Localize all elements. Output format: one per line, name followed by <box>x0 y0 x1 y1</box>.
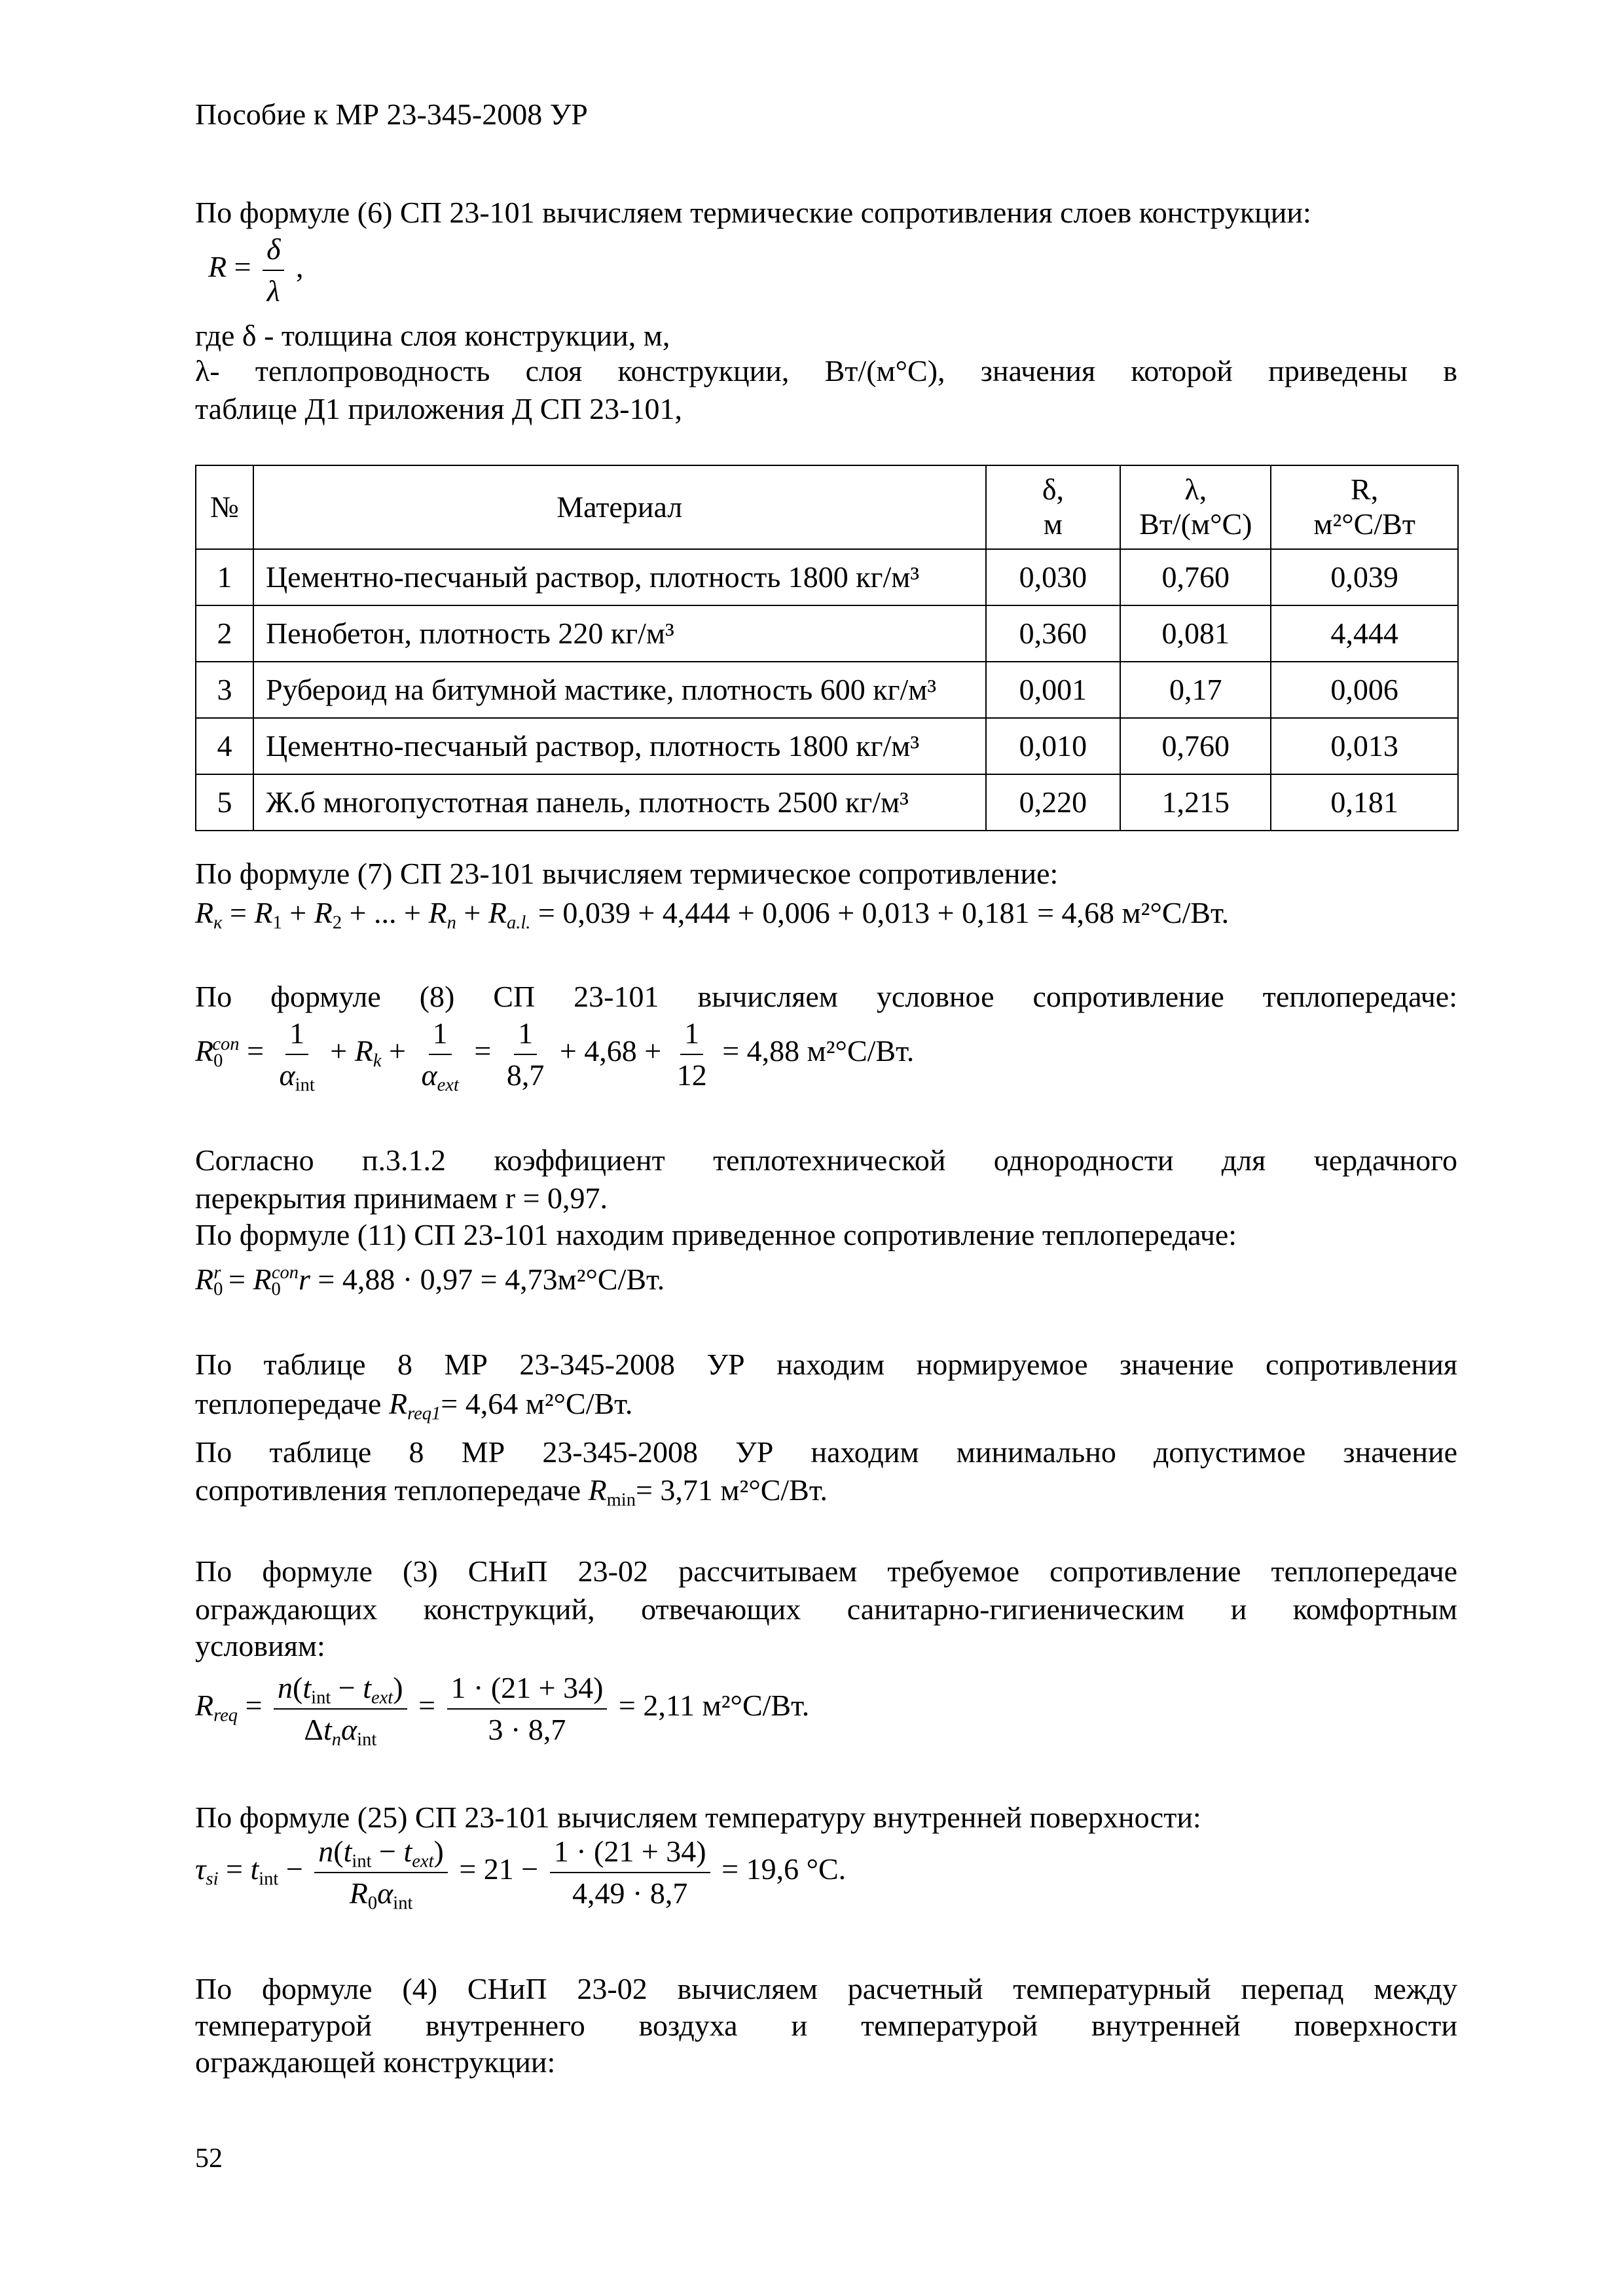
p10-line4: сопротивления теплопередаче $R_{min}= 3,71$ м²°С/Вт. <box>195 1473 828 1511</box>
formula-11-rhs: = 4,88 · 0,97 = 4,73м²°С/Вт. <box>318 1263 665 1296</box>
col-delta: δ, м <box>986 465 1121 549</box>
p10-line3: По таблице 8 МР 23-345-2008 УР находим минимально допустимое значение <box>195 1435 1457 1469</box>
formula-lhs: R <box>208 250 227 284</box>
cell-delta: 0,010 <box>986 718 1121 774</box>
cell-num: 5 <box>196 774 253 831</box>
page-header: Пособие к МР 23-345-2008 УР <box>195 98 588 131</box>
p11-line2: ограждающих конструкций, отвечающих санитарно-гигиеническим и комфортным <box>195 1592 1457 1626</box>
formula-8-mid: + 4,68 + <box>559 1034 662 1068</box>
p13-line3: ограждающей конструкции: <box>195 2045 556 2079</box>
cell-delta: 0,360 <box>986 605 1121 662</box>
lambda-line-2: таблице Д1 приложения Д СП 23-101, <box>195 392 682 425</box>
cell-material: Пенобетон, плотность 220 кг/м³ <box>253 605 986 662</box>
page-number: 52 <box>195 2144 223 2174</box>
formula-3: $R_{req}$ = $\frac{n(t_{int} - t_{ext})}{\Delta t_n\alpha_{int}}$ = $\frac{1 \cdot (21 + 34)}{3 \cdot 8,7}$ = 2,11 м²°С/Вт. <box>195 1669 809 1748</box>
p9-line1: Согласно п.3.1.2 коэффициент теплотехнической однородности для чердачного <box>195 1143 1457 1177</box>
p10-line2: теплопередаче $R_{req1}= 4,64$ м²°С/Вт. <box>195 1387 633 1424</box>
table-row <box>196 662 1458 718</box>
frac-num: 1 <box>429 1014 452 1055</box>
cell-material: Рубероид на битумной мастике, плотность 600 кг/м³ <box>253 662 986 718</box>
cell-r: 4,444 <box>1271 605 1458 662</box>
materials-table <box>195 465 1459 831</box>
cell-lambda: 1,215 <box>1120 774 1271 831</box>
cell-material: Ж.б многопустотная панель, плотность 2500 кг/м³ <box>253 774 986 831</box>
cell-material: Цементно-песчаный раствор, плотность 1800 кг/м³ <box>253 549 986 605</box>
cell-num: 2 <box>196 605 253 662</box>
formula-r-delta-lambda: R = $\frac{\delta}{\lambda}$ , <box>208 230 303 310</box>
cell-num: 3 <box>196 662 253 718</box>
p9-line2: перекрытия принимаем r = 0,97. <box>195 1181 608 1215</box>
table-row <box>196 549 1458 605</box>
table-header-row <box>196 465 1458 549</box>
formula-comma: , <box>295 250 304 284</box>
cell-num: 4 <box>196 718 253 774</box>
frac-num: 1 <box>514 1014 537 1055</box>
formula-denominator: λ <box>266 274 280 308</box>
formula-numerator: δ <box>263 230 284 271</box>
p11-line3: условиям: <box>195 1629 325 1662</box>
col-lambda: λ, Вт/(м°С) <box>1120 465 1271 549</box>
p10-line1: По таблице 8 МР 23-345-2008 УР находим нормируемое значение сопротивления <box>195 1348 1457 1381</box>
formula-11: $R_0^r = R_0^{con}r = 4,88 \cdot 0,97 = 4,73м^2^\circ С/Вт$. <box>195 1262 665 1300</box>
table-row <box>196 774 1458 831</box>
lambda-line: λ- теплопроводность слоя конструкции, Вт/(м°С), значения которой приведены в <box>195 354 1457 387</box>
table-row <box>196 718 1458 774</box>
cell-lambda: 0,081 <box>1120 605 1271 662</box>
table-row <box>196 605 1458 662</box>
formula-25-result: = 19,6 °С. <box>721 1852 847 1886</box>
cell-delta: 0,030 <box>986 549 1121 605</box>
cell-r: 0,181 <box>1271 774 1458 831</box>
where-delta-line: где δ - толщина слоя конструкции, м, <box>195 319 670 352</box>
formula-25: $\tau_{si} = t_{int}$ − $\frac{n(t_{int} - t_{ext})}{R_0\alpha_{int}}$ = 21 − $\frac{1 \cdot (21 + 34)}{4,49 \cdot 8,7}$ = 19,6 °С. <box>195 1833 846 1912</box>
p8-line: По формуле (8) СП 23-101 вычисляем условное сопротивление теплопередаче: <box>195 980 1457 1013</box>
formula-7: $R_к = R_1 + R_2$ + ... + $R_n + R_{a.l.} = 0,039 + 4,444 + 0,006 + 0,013 + 0,181 = 4,68$ м²°С/Вт. <box>195 896 1230 933</box>
frac-den: 8,7 <box>506 1058 545 1092</box>
formula-7-rhs: = 0,039 + 4,444 + 0,006 + 0,013 + 0,181 = 4,68 м²°С/Вт. <box>538 896 1230 929</box>
col-material: Материал <box>253 465 986 549</box>
frac-den: 12 <box>676 1058 707 1092</box>
cell-lambda: 0,760 <box>1120 549 1271 605</box>
p9-line3: По формуле (11) СП 23-101 находим приведенное сопротивление теплопередаче: <box>195 1218 1237 1251</box>
cell-lambda: 0,17 <box>1120 662 1271 718</box>
p7-line: По формуле (7) СП 23-101 вычисляем термическое сопротивление: <box>195 857 1059 890</box>
p11-line1: По формуле (3) СНиП 23-02 рассчитываем требуемое сопротивление теплопередаче <box>195 1554 1457 1588</box>
col-number: № <box>196 465 253 549</box>
frac-den: 3 · 8,7 <box>488 1712 566 1746</box>
cell-r: 0,039 <box>1271 549 1458 605</box>
p13-line2: температурой внутреннего воздуха и температурой внутренней поверхности <box>195 2009 1457 2042</box>
intro-line: По формуле (6) СП 23-101 вычисляем термические сопротивления слоев конструкции: <box>195 196 1311 229</box>
frac-num: 1 <box>680 1014 703 1055</box>
p13-line1: По формуле (4) СНиП 23-02 вычисляем расчетный температурный перепад между <box>195 1972 1457 2005</box>
col-r: R, м²°С/Вт <box>1271 465 1458 549</box>
cell-delta: 0,220 <box>986 774 1121 831</box>
cell-r: 0,013 <box>1271 718 1458 774</box>
formula-25-mid: = 21 − <box>459 1852 539 1886</box>
cell-r: 0,006 <box>1271 662 1458 718</box>
formula-fraction <box>263 230 284 310</box>
formula-8-result: = 4,88 м²°С/Вт. <box>722 1034 915 1068</box>
frac-num: 1 · (21 + 34) <box>550 1833 710 1873</box>
cell-delta: 0,001 <box>986 662 1121 718</box>
cell-num: 1 <box>196 549 253 605</box>
cell-lambda: 0,760 <box>1120 718 1271 774</box>
frac-num: 1 · (21 + 34) <box>447 1669 608 1710</box>
p12-line: По формуле (25) СП 23-101 вычисляем температуру внутренней поверхности: <box>195 1801 1201 1834</box>
frac-den: 4,49 · 8,7 <box>572 1876 688 1910</box>
formula-8: $R_0^{con}$ = $\frac{1}{\alpha_{int}}$ + $R_k$ + $\frac{1}{\alpha_{ext}}$ = $\frac{1}{8,7}$ + 4,68 + $\frac{1}{12}$ = 4,88 м²°С/Вт. <box>195 1014 914 1094</box>
frac-num: 1 <box>285 1014 308 1055</box>
formula-3-result: = 2,11 м²°С/Вт. <box>618 1689 810 1723</box>
cell-material: Цементно-песчаный раствор, плотность 1800 кг/м³ <box>253 718 986 774</box>
